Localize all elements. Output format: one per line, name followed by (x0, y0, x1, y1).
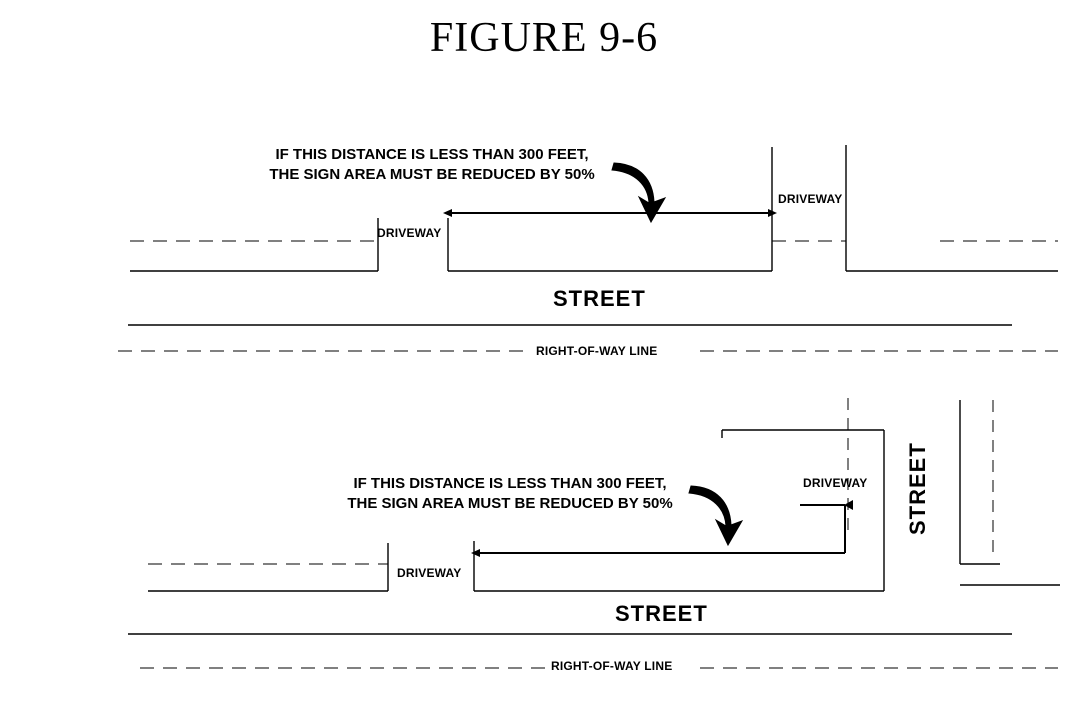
lower-row-line-label: RIGHT-OF-WAY LINE (547, 659, 676, 673)
lower-cross-street-label: STREET (905, 442, 930, 535)
upper-note-line2: THE SIGN AREA MUST BE REDUCED BY 50% (269, 166, 595, 183)
lower-driveway-right-label: DRIVEWAY (803, 476, 868, 490)
figure-title: FIGURE 9-6 (429, 15, 659, 61)
lower-street-label: STREET (615, 601, 708, 626)
lower-driveway-left-label: DRIVEWAY (397, 566, 462, 580)
lower-panel (0, 380, 1088, 708)
lower-note-line1: IF THIS DISTANCE IS LESS THAN 300 FEET, (353, 475, 667, 492)
upper-driveway-right-label: DRIVEWAY (778, 192, 843, 206)
upper-note-line1: IF THIS DISTANCE IS LESS THAN 300 FEET, (275, 146, 589, 163)
lower-note-line2: THE SIGN AREA MUST BE REDUCED BY 50% (347, 495, 673, 512)
upper-note (232, 145, 632, 185)
upper-street-label: STREET (553, 286, 646, 311)
upper-driveway-left-label: DRIVEWAY (377, 226, 442, 240)
lower-note (310, 474, 710, 514)
upper-row-line-label: RIGHT-OF-WAY LINE (532, 344, 661, 358)
